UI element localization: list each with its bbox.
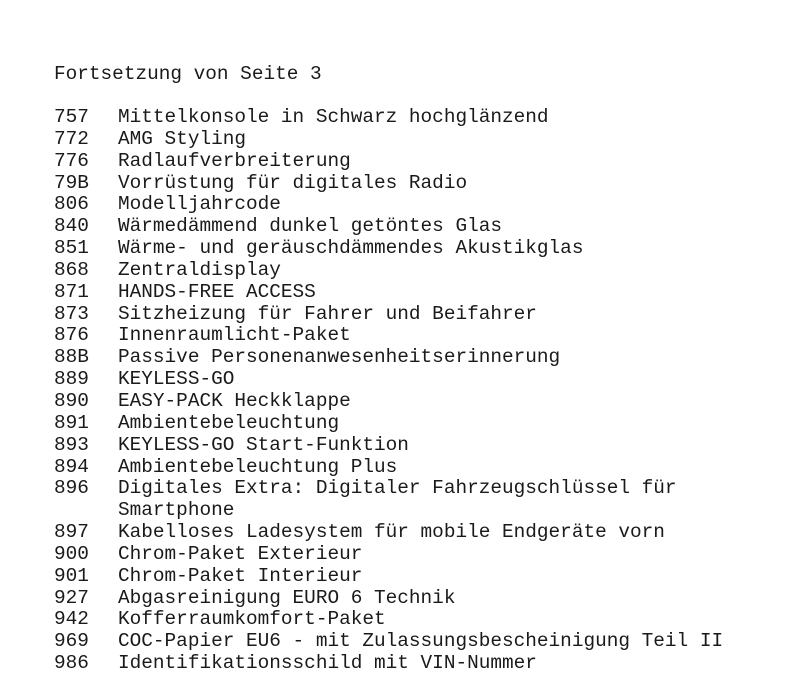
option-code: 776 [54, 149, 89, 172]
list-item [54, 566, 792, 588]
option-description-line: Chrom-Paket Exterieur [118, 542, 363, 565]
list-item [54, 173, 792, 195]
option-description [118, 631, 792, 653]
option-description-line: Wärme- und geräuschdämmendes Akustikglas [118, 237, 584, 260]
option-description [118, 566, 792, 588]
option-code: 891 [54, 411, 89, 434]
option-description-line: Abgasreinigung EURO 6 Technik [118, 586, 456, 609]
option-code: 969 [54, 630, 89, 653]
list-item [54, 238, 792, 260]
list-item [54, 478, 792, 522]
option-code: 873 [54, 302, 89, 325]
option-description-line: Ambientebeleuchtung Plus [118, 455, 398, 478]
option-code: 893 [54, 433, 89, 456]
option-code: 876 [54, 324, 89, 347]
option-description [118, 588, 792, 610]
option-code: 851 [54, 237, 89, 260]
option-code: 88B [54, 346, 89, 369]
list-item [54, 413, 792, 435]
list-item [54, 609, 792, 631]
option-description-continuation: Smartphone [118, 499, 235, 522]
option-description-line: AMG Styling [118, 127, 246, 150]
option-code: 896 [54, 477, 89, 500]
list-item [54, 151, 792, 173]
option-description [118, 413, 792, 435]
option-description-line: Modelljahrcode [118, 193, 281, 216]
option-description-line: Ambientebeleuchtung [118, 411, 340, 434]
option-description [118, 129, 792, 151]
list-item [54, 457, 792, 479]
option-description [118, 369, 792, 391]
option-description [118, 435, 792, 457]
list-item [54, 260, 792, 282]
option-description [118, 609, 792, 631]
option-description-line: KEYLESS-GO Start-Funktion [118, 433, 409, 456]
option-description [118, 173, 792, 195]
equipment-code-list [54, 107, 792, 675]
list-item [54, 522, 792, 544]
option-description [118, 391, 792, 413]
list-item [54, 435, 792, 457]
option-code: 900 [54, 542, 89, 565]
option-description-line: Wärmedämmend dunkel getöntes Glas [118, 215, 502, 238]
option-description [118, 151, 792, 173]
option-description [118, 457, 792, 479]
document-page [54, 63, 792, 675]
option-description [118, 260, 792, 282]
continuation-heading: Fortsetzung von Seite 3 [54, 63, 322, 85]
option-description-line: Passive Personenanwesenheitserinnerung [118, 346, 561, 369]
option-description [118, 653, 792, 675]
option-description-line: Sitzheizung für Fahrer und Beifahrer [118, 302, 537, 325]
list-item [54, 631, 792, 653]
option-code: 889 [54, 368, 89, 391]
option-description-line: Zentraldisplay [118, 258, 281, 281]
option-code: 757 [54, 106, 89, 128]
option-code: 901 [54, 564, 89, 587]
option-description [118, 194, 792, 216]
option-description-line: Vorrüstung für digitales Radio [118, 171, 468, 194]
list-item [54, 304, 792, 326]
option-code: 890 [54, 389, 89, 412]
list-item [54, 391, 792, 413]
option-code: 868 [54, 258, 89, 281]
list-item [54, 588, 792, 610]
list-item [54, 107, 792, 129]
option-description-line: Mittelkonsole in Schwarz hochglänzend [118, 106, 549, 128]
option-description-line: Kofferraumkomfort-Paket [118, 608, 386, 631]
option-description-line: KEYLESS-GO [118, 368, 235, 391]
option-code: 942 [54, 608, 89, 631]
option-code: 894 [54, 455, 89, 478]
option-description-line: Chrom-Paket Interieur [118, 564, 363, 587]
list-item [54, 369, 792, 391]
option-description-line: Kabelloses Ladesystem für mobile Endgeräte vorn [118, 521, 665, 544]
option-description [118, 107, 792, 129]
option-code: 897 [54, 521, 89, 544]
option-code: 840 [54, 215, 89, 238]
option-description [118, 238, 792, 260]
option-description [118, 325, 792, 347]
option-code: 927 [54, 586, 89, 609]
option-code: 79B [54, 171, 89, 194]
option-description [118, 347, 792, 369]
list-item [54, 325, 792, 347]
list-item [54, 347, 792, 369]
option-description [118, 544, 792, 566]
option-description [118, 282, 792, 304]
option-description-line: HANDS-FREE ACCESS [118, 280, 316, 303]
option-description-line: EASY-PACK Heckklappe [118, 389, 351, 412]
option-description-line: COC-Papier EU6 - mit Zulassungsbescheinigung Teil II [118, 630, 724, 653]
list-item [54, 129, 792, 151]
list-item [54, 544, 792, 566]
option-description-line: Innenraumlicht-Paket [118, 324, 351, 347]
option-description [118, 304, 792, 326]
list-item [54, 282, 792, 304]
option-description [118, 216, 792, 238]
option-code: 806 [54, 193, 89, 216]
option-description-line: Identifikationsschild mit VIN-Nummer [118, 652, 537, 675]
option-code: 772 [54, 127, 89, 150]
option-description [118, 522, 792, 544]
option-description [118, 478, 792, 522]
option-description-line: Digitales Extra: Digitaler Fahrzeugschlüssel für [118, 477, 677, 500]
list-item [54, 216, 792, 238]
list-item [54, 194, 792, 216]
blank-line [54, 85, 792, 107]
option-description-line: Radlaufverbreiterung [118, 149, 351, 172]
list-item [54, 653, 792, 675]
option-code: 986 [54, 652, 89, 675]
option-code: 871 [54, 280, 89, 303]
